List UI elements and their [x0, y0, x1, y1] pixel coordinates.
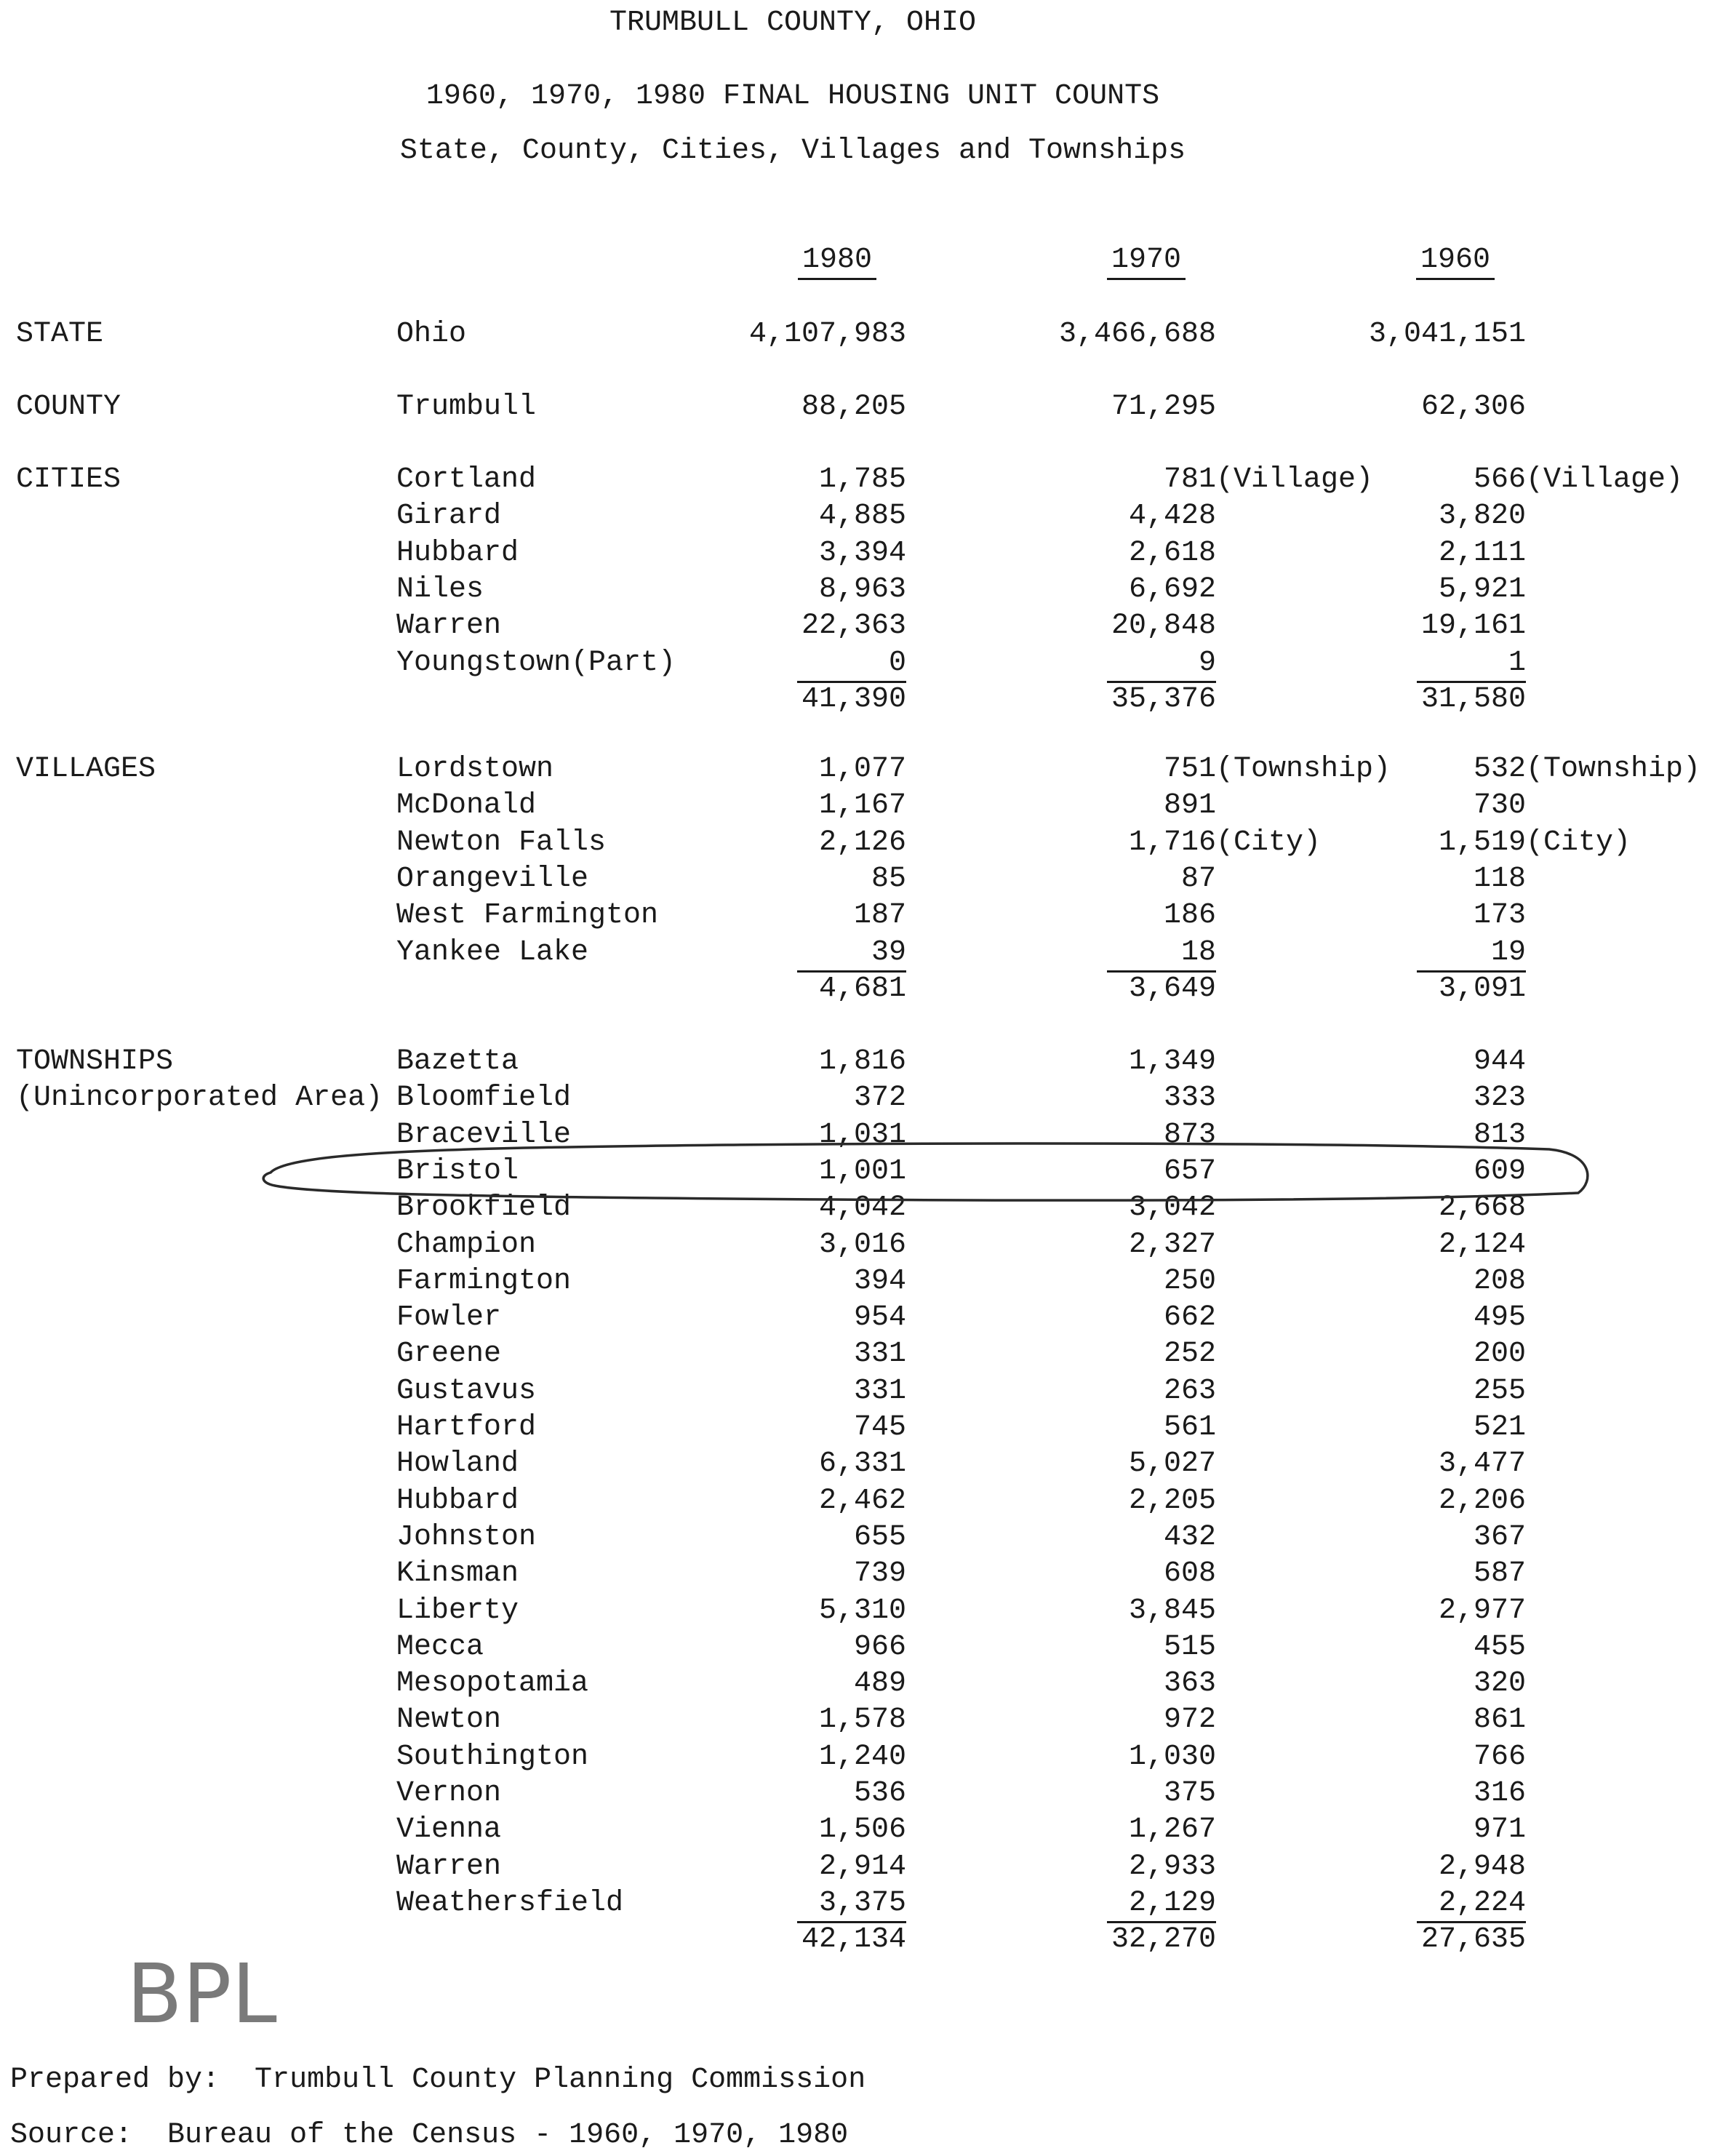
village-row-value-1960: 532	[1473, 753, 1526, 786]
village-row-note: (City)	[1526, 826, 1631, 859]
city-row-name: Cortland	[396, 463, 537, 496]
township-row-value-1980: 3,375	[818, 1887, 906, 1920]
township-row-value-1970: 662	[1163, 1301, 1216, 1334]
village-row-value-1980: 39	[871, 936, 906, 969]
township-row-name: Hartford	[396, 1411, 537, 1444]
city-row-value-1980: 8,963	[818, 573, 906, 606]
township-row-value-1960: 944	[1473, 1045, 1526, 1078]
city-row-value-1980: 3,394	[818, 537, 906, 570]
city-row-value-1970: 2,618	[1128, 537, 1216, 570]
document-heading: 1960, 1970, 1980 FINAL HOUSING UNIT COUNTS	[425, 80, 1160, 113]
village-row-value-1980: 2,126	[818, 826, 906, 859]
township-row-value-1970: 561	[1163, 1411, 1216, 1444]
village-row-name: Lordstown	[396, 753, 554, 786]
village-row-note: (Township)	[1216, 753, 1391, 786]
county-row-value-1970: 71,295	[1111, 391, 1216, 423]
township-row-name: Weathersfield	[396, 1887, 624, 1920]
village-row-note: (Township)	[1526, 753, 1701, 786]
township-row-value-1980: 655	[853, 1521, 906, 1554]
township-row-value-1970: 252	[1163, 1338, 1216, 1370]
township-row-name: Bazetta	[396, 1045, 519, 1078]
township-row-value-1970: 873	[1163, 1119, 1216, 1151]
village-row-name: West Farmington	[396, 899, 659, 932]
township-row-value-1970: 657	[1163, 1155, 1216, 1188]
township-row-value-1980: 4,042	[818, 1191, 906, 1224]
township-row-value-1980: 372	[853, 1082, 906, 1114]
county-row-value-1960: 62,306	[1420, 391, 1526, 423]
state-row-value-1960: 3,041,151	[1368, 318, 1526, 351]
village-row-value-1970: 891	[1163, 789, 1216, 822]
township-row-value-1960: 367	[1473, 1521, 1526, 1554]
column-header-1970: 1970	[1111, 244, 1182, 276]
township-row-value-1980: 745	[853, 1411, 906, 1444]
township-row-value-1970: 2,205	[1128, 1485, 1216, 1517]
city-row-value-1970: 20,848	[1111, 610, 1216, 642]
township-row-value-1960: 316	[1473, 1777, 1526, 1810]
city-row-name: Hubbard	[396, 537, 519, 570]
city-row-name: Girard	[396, 500, 502, 532]
townships-total-1970: 32,270	[1111, 1923, 1216, 1956]
city-row-value-1970: 4,428	[1128, 500, 1216, 532]
city-row-value-1980: 1,785	[818, 463, 906, 496]
township-row-value-1970: 2,129	[1128, 1887, 1216, 1920]
city-row-name: Niles	[396, 573, 484, 606]
township-row-value-1970: 432	[1163, 1521, 1216, 1554]
city-row-name: Youngstown(Part)	[396, 647, 676, 679]
township-row-value-1980: 1,816	[818, 1045, 906, 1078]
township-row-value-1970: 608	[1163, 1557, 1216, 1590]
column-header-1960: 1960	[1420, 244, 1491, 276]
township-row-value-1980: 1,578	[818, 1704, 906, 1736]
township-row-name: Johnston	[396, 1521, 537, 1554]
township-row-value-1980: 6,331	[818, 1448, 906, 1480]
township-row-name: Bloomfield	[396, 1082, 572, 1114]
village-row-value-1980: 187	[853, 899, 906, 932]
city-row-value-1960: 2,111	[1438, 537, 1526, 570]
township-row-name: Champion	[396, 1229, 537, 1261]
cities-total-1970: 35,376	[1111, 683, 1216, 716]
city-row-name: Warren	[396, 610, 502, 642]
township-row-value-1980: 1,240	[818, 1741, 906, 1773]
township-row-value-1960: 455	[1473, 1631, 1526, 1664]
township-row-value-1970: 375	[1163, 1777, 1216, 1810]
township-row-value-1970: 5,027	[1128, 1448, 1216, 1480]
township-row-name: Southington	[396, 1741, 589, 1773]
township-row-name: Brookfield	[396, 1191, 572, 1224]
village-row-value-1970: 751	[1163, 753, 1216, 786]
township-row-name: Warren	[396, 1850, 502, 1883]
village-row-value-1970: 87	[1180, 863, 1216, 895]
village-row-name: McDonald	[396, 789, 537, 822]
section-label-villages: VILLAGES	[16, 753, 156, 786]
township-row-value-1970: 3,042	[1128, 1191, 1216, 1224]
township-row-value-1960: 766	[1473, 1741, 1526, 1773]
township-row-name: Gustavus	[396, 1375, 537, 1408]
township-row-value-1970: 972	[1163, 1704, 1216, 1736]
township-row-value-1980: 331	[853, 1375, 906, 1408]
village-row-name: Newton Falls	[396, 826, 607, 859]
township-row-value-1960: 323	[1473, 1082, 1526, 1114]
village-row-note: (City)	[1216, 826, 1322, 859]
townships-total-1960: 27,635	[1420, 1923, 1526, 1956]
village-row-value-1960: 118	[1473, 863, 1526, 895]
townships-total-1980: 42,134	[801, 1923, 906, 1956]
city-row-value-1980: 22,363	[801, 610, 906, 642]
city-row-value-1980: 4,885	[818, 500, 906, 532]
village-row-value-1960: 19	[1490, 936, 1526, 969]
township-row-value-1960: 2,977	[1438, 1594, 1526, 1627]
township-row-name: Howland	[396, 1448, 519, 1480]
township-row-name: Kinsman	[396, 1557, 519, 1590]
township-row-name: Newton	[396, 1704, 502, 1736]
township-row-value-1960: 208	[1473, 1265, 1526, 1298]
section-label-townships: TOWNSHIPS	[16, 1045, 174, 1078]
section-label-state: STATE	[16, 318, 104, 351]
section-sublabel-townships: (Unincorporated Area)	[16, 1082, 383, 1115]
document-subheading: State, County, Cities, Villages and Townships	[399, 135, 1186, 167]
township-row-value-1980: 3,016	[818, 1229, 906, 1261]
township-row-value-1960: 495	[1473, 1301, 1526, 1334]
township-row-value-1960: 521	[1473, 1411, 1526, 1444]
village-row-value-1980: 1,167	[818, 789, 906, 822]
city-row-value-1960: 3,820	[1438, 500, 1526, 532]
township-row-value-1960: 2,224	[1438, 1887, 1526, 1920]
township-row-value-1960: 320	[1473, 1667, 1526, 1700]
township-row-value-1970: 363	[1163, 1667, 1216, 1700]
township-row-value-1970: 1,267	[1128, 1813, 1216, 1846]
township-row-value-1980: 489	[853, 1667, 906, 1700]
township-row-value-1980: 1,506	[818, 1813, 906, 1846]
city-row-value-1960: 566	[1473, 463, 1526, 496]
township-row-name: Vienna	[396, 1813, 502, 1846]
city-row-note: (Village)	[1216, 463, 1374, 496]
township-row-value-1960: 2,948	[1438, 1850, 1526, 1883]
state-row-value-1970: 3,466,688	[1058, 318, 1216, 351]
villages-total-1980: 4,681	[818, 973, 906, 1005]
township-row-value-1970: 2,327	[1128, 1229, 1216, 1261]
township-row-value-1980: 2,914	[818, 1850, 906, 1883]
city-row-value-1970: 6,692	[1128, 573, 1216, 606]
section-label-county: COUNTY	[16, 391, 121, 423]
villages-total-1970: 3,649	[1128, 973, 1216, 1005]
township-row-value-1970: 3,845	[1128, 1594, 1216, 1627]
document-title: TRUMBULL COUNTY, OHIO	[609, 7, 977, 39]
township-row-value-1960: 587	[1473, 1557, 1526, 1590]
township-row-value-1980: 394	[853, 1265, 906, 1298]
city-row-value-1960: 1	[1508, 647, 1526, 679]
township-row-value-1980: 331	[853, 1338, 906, 1370]
township-row-value-1970: 515	[1163, 1631, 1216, 1664]
township-row-name: Bristol	[396, 1155, 519, 1188]
township-row-name: Mesopotamia	[396, 1667, 589, 1700]
village-row-value-1960: 1,519	[1438, 826, 1526, 859]
township-row-value-1960: 2,124	[1438, 1229, 1526, 1261]
township-row-value-1970: 2,933	[1128, 1850, 1216, 1883]
township-row-value-1960: 861	[1473, 1704, 1526, 1736]
village-row-value-1960: 730	[1473, 789, 1526, 822]
township-row-value-1960: 971	[1473, 1813, 1526, 1846]
city-row-value-1960: 5,921	[1438, 573, 1526, 606]
township-row-value-1960: 3,477	[1438, 1448, 1526, 1480]
city-row-value-1970: 9	[1198, 647, 1216, 679]
township-row-value-1970: 1,030	[1128, 1741, 1216, 1773]
village-row-value-1970: 1,716	[1128, 826, 1216, 859]
column-header-1980: 1980	[801, 244, 873, 276]
township-row-value-1980: 1,031	[818, 1119, 906, 1151]
township-row-value-1960: 609	[1473, 1155, 1526, 1188]
village-row-name: Yankee Lake	[396, 936, 589, 969]
cities-total-1980: 41,390	[801, 683, 906, 716]
village-row-name: Orangeville	[396, 863, 589, 895]
township-row-value-1970: 263	[1163, 1375, 1216, 1408]
city-row-note: (Village)	[1526, 463, 1684, 496]
township-row-value-1980: 739	[853, 1557, 906, 1590]
township-row-value-1980: 536	[853, 1777, 906, 1810]
township-row-name: Farmington	[396, 1265, 572, 1298]
township-row-name: Fowler	[396, 1301, 502, 1334]
township-row-value-1960: 255	[1473, 1375, 1526, 1408]
state-row-name: Ohio	[396, 318, 467, 351]
bpl-watermark: BPL	[127, 1947, 277, 2042]
township-row-value-1980: 5,310	[818, 1594, 906, 1627]
county-row-name: Trumbull	[396, 391, 537, 423]
county-row-value-1980: 88,205	[801, 391, 906, 423]
section-label-cities: CITIES	[16, 463, 121, 496]
city-row-value-1980: 0	[888, 647, 906, 679]
township-row-value-1960: 2,668	[1438, 1191, 1526, 1224]
township-row-value-1960: 813	[1473, 1119, 1526, 1151]
village-row-value-1970: 18	[1180, 936, 1216, 969]
township-row-value-1980: 2,462	[818, 1485, 906, 1517]
township-row-value-1970: 1,349	[1128, 1045, 1216, 1078]
township-row-value-1980: 1,001	[818, 1155, 906, 1188]
village-row-value-1970: 186	[1163, 899, 1216, 932]
township-row-name: Braceville	[396, 1119, 572, 1151]
township-row-value-1980: 954	[853, 1301, 906, 1334]
township-row-name: Mecca	[396, 1631, 484, 1664]
township-row-name: Vernon	[396, 1777, 502, 1810]
village-row-value-1980: 1,077	[818, 753, 906, 786]
cities-total-1960: 31,580	[1420, 683, 1526, 716]
township-row-value-1970: 333	[1163, 1082, 1216, 1114]
city-row-value-1960: 19,161	[1420, 610, 1526, 642]
township-row-value-1970: 250	[1163, 1265, 1216, 1298]
township-row-value-1960: 200	[1473, 1338, 1526, 1370]
source-line: Source: Bureau of the Census - 1960, 1970, 1980	[10, 2119, 849, 2152]
city-row-value-1970: 781	[1163, 463, 1216, 496]
township-row-value-1980: 966	[853, 1631, 906, 1664]
township-row-value-1960: 2,206	[1438, 1485, 1526, 1517]
village-row-value-1980: 85	[871, 863, 906, 895]
township-row-name: Greene	[396, 1338, 502, 1370]
state-row-value-1980: 4,107,983	[748, 318, 906, 351]
village-row-value-1960: 173	[1473, 899, 1526, 932]
township-row-name: Liberty	[396, 1594, 519, 1627]
prepared-by-line: Prepared by: Trumbull County Planning Commission	[10, 2064, 866, 2096]
villages-total-1960: 3,091	[1438, 973, 1526, 1005]
township-row-name: Hubbard	[396, 1485, 519, 1517]
